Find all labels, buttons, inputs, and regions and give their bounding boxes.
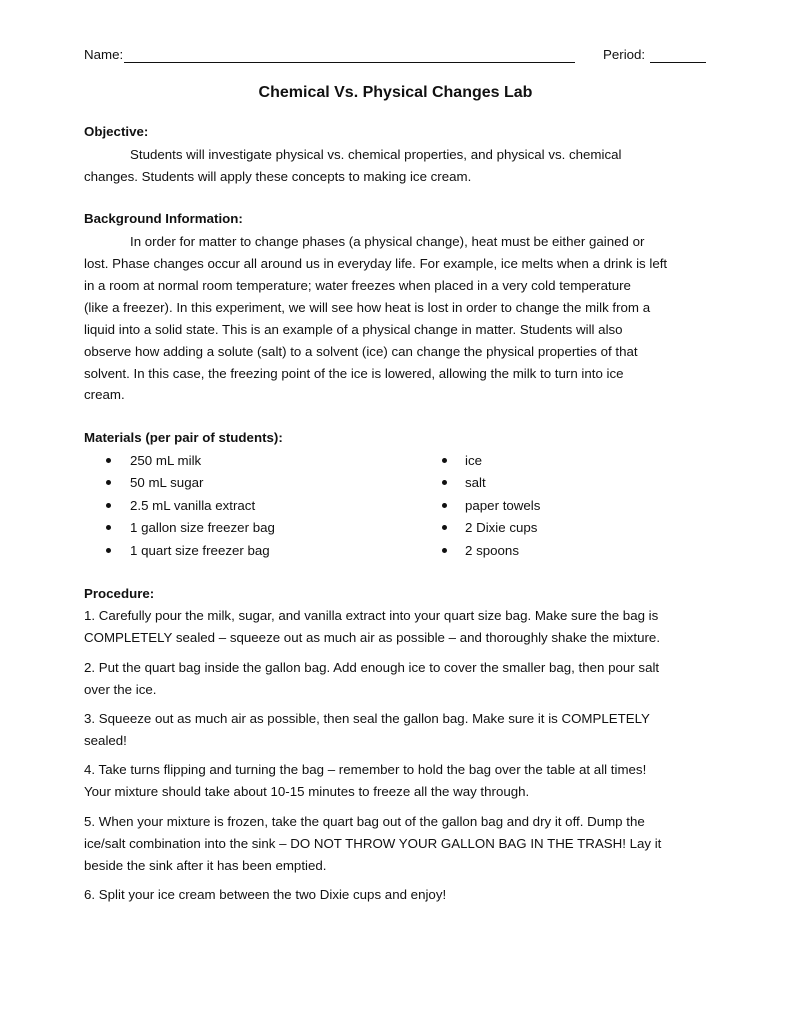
bullet-icon	[442, 503, 447, 508]
material-item: ice	[465, 453, 482, 468]
material-item: 1 gallon size freezer bag	[130, 520, 275, 535]
bullet-icon	[106, 503, 111, 508]
name-label: Name:	[84, 47, 124, 62]
name-field[interactable]	[124, 62, 575, 63]
objective-line: changes. Students will apply these concepts to making ice cream.	[84, 169, 472, 184]
bullet-icon	[106, 525, 111, 530]
objective-line: Students will investigate physical vs. chemical properties, and physical vs. chemical	[130, 147, 622, 162]
procedure-step-line: 2. Put the quart bag inside the gallon bag. Add enough ice to cover the smaller bag, then pour salt	[84, 660, 660, 675]
background-line: cream.	[84, 387, 125, 402]
procedure-step-line: beside the sink after it has been emptied.	[84, 858, 327, 873]
procedure-step-line: 5. When your mixture is frozen, take the quart bag out of the gallon bag and dry it off. Dump the	[84, 814, 645, 829]
procedure-step-line: over the ice.	[84, 682, 157, 697]
procedure-step-line: sealed!	[84, 733, 127, 748]
procedure-step-line: 4. Take turns flipping and turning the bag – remember to hold the bag over the table at all times!	[84, 762, 647, 777]
period-field[interactable]	[650, 62, 706, 63]
period-label: Period:	[603, 47, 646, 62]
bullet-icon	[442, 480, 447, 485]
material-item: 2 spoons	[465, 543, 519, 558]
background-line: In order for matter to change phases (a physical change), heat must be either gained or	[130, 234, 645, 249]
procedure-heading: Procedure:	[84, 586, 155, 601]
bullet-icon	[442, 458, 447, 463]
background-heading: Background Information:	[84, 211, 243, 226]
material-item: paper towels	[465, 498, 541, 513]
background-line: liquid into a solid state. This is an example of a physical change in matter. Students will also	[84, 322, 623, 337]
background-line: observe how adding a solute (salt) to a solvent (ice) can change the physical properties of that	[84, 344, 638, 359]
procedure-step-line: 6. Split your ice cream between the two Dixie cups and enjoy!	[84, 887, 447, 902]
material-item: 1 quart size freezer bag	[130, 543, 270, 558]
bullet-icon	[106, 480, 111, 485]
bullet-icon	[442, 548, 447, 553]
bullet-icon	[442, 525, 447, 530]
objective-heading: Objective:	[84, 124, 149, 139]
procedure-step-line: 3. Squeeze out as much air as possible, then seal the gallon bag. Make sure it is COMPLETELY	[84, 711, 650, 726]
background-line: lost. Phase changes occur all around us in everyday life. For example, ice melts when a drink is left	[84, 256, 668, 271]
background-line: solvent. In this case, the freezing point of the ice is lowered, allowing the milk to turn into ice	[84, 366, 624, 381]
material-item: 250 mL milk	[130, 453, 202, 468]
material-item: 50 mL sugar	[130, 475, 204, 490]
material-item: salt	[465, 475, 486, 490]
background-line: in a room at normal room temperature; water freezes when placed in a very cold temperature	[84, 278, 631, 293]
procedure-step-line: Your mixture should take about 10-15 minutes to freeze all the way through.	[84, 784, 530, 799]
material-item: 2.5 mL vanilla extract	[130, 498, 256, 513]
material-item: 2 Dixie cups	[465, 520, 538, 535]
procedure-step-line: 1. Carefully pour the milk, sugar, and vanilla extract into your quart size bag. Make sure the bag is	[84, 608, 659, 623]
procedure-step-line: ice/salt combination into the sink – DO NOT THROW YOUR GALLON BAG IN THE TRASH! Lay it	[84, 836, 662, 851]
procedure-step-line: COMPLETELY sealed – squeeze out as much air as possible – and thoroughly shake the mixture.	[84, 630, 661, 645]
bullet-icon	[106, 548, 111, 553]
page-title: Chemical Vs. Physical Changes Lab	[258, 84, 533, 101]
materials-heading: Materials (per pair of students):	[84, 430, 283, 445]
background-line: (like a freezer). In this experiment, we will see how heat is lost in order to change the milk from a	[84, 300, 651, 315]
bullet-icon	[106, 458, 111, 463]
